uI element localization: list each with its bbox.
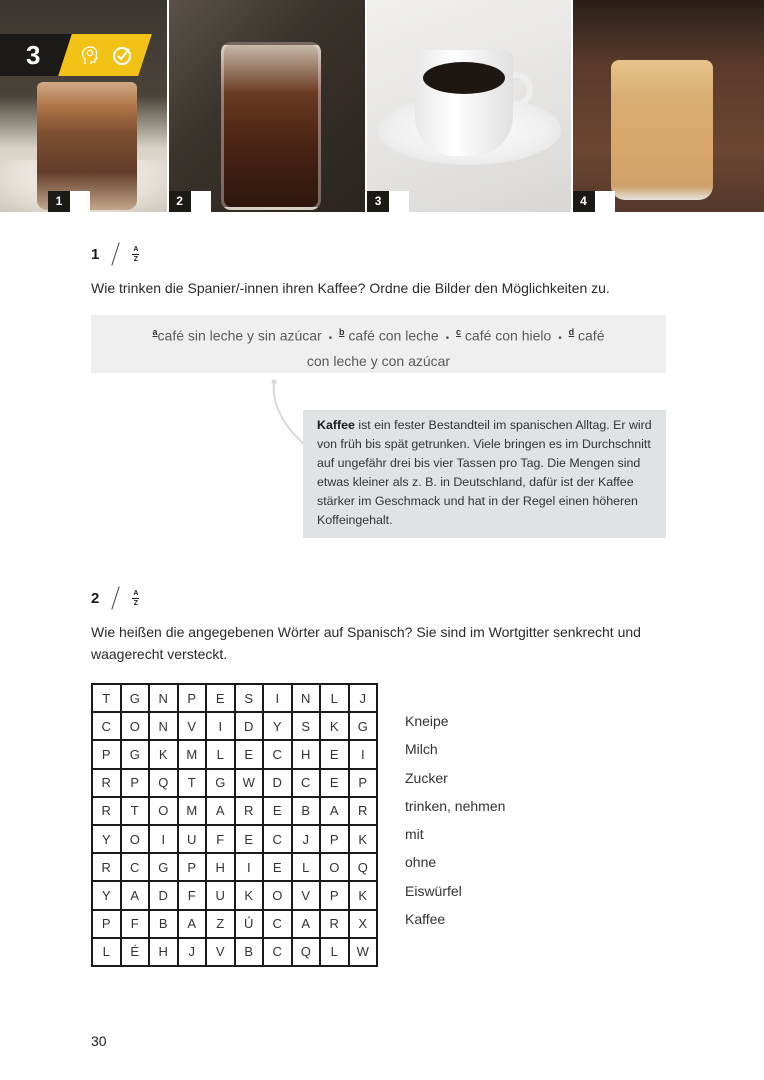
word-item: Zucker	[405, 769, 448, 786]
grid-row	[92, 910, 377, 938]
grid-cell[interactable]: C	[92, 712, 121, 740]
word-item: ohne	[405, 854, 437, 871]
grid-cell[interactable]: H	[292, 740, 321, 768]
options-box: $^a$café sin leche y sin azúcar • $^b$ café con leche • $^c$ café con hielo • $^d$ café con leche y con azúcar	[91, 315, 666, 373]
grid-cell[interactable]: S	[235, 684, 264, 712]
exercise-1-header	[91, 242, 139, 266]
grid-cell[interactable]: M	[178, 740, 207, 768]
grid-cell[interactable]: R	[235, 797, 264, 825]
grid-cell[interactable]: N	[292, 684, 321, 712]
grid-row	[92, 881, 377, 909]
grid-cell[interactable]: U	[178, 825, 207, 853]
brain-gear-icon	[79, 44, 101, 66]
photo-1	[0, 0, 167, 212]
page-number: 30	[91, 1033, 107, 1049]
exercise-2-instruction: Wie heißen die angegebenen Wörter auf Spanisch? Sie sind im Wortgitter senkrecht und waagerecht versteckt.	[91, 624, 641, 662]
grid-cell[interactable]: P	[320, 881, 349, 909]
grid-cell[interactable]: C	[292, 769, 321, 797]
answer-box[interactable]	[595, 191, 615, 212]
photo-strip	[0, 0, 764, 212]
grid-cell[interactable]: Y	[92, 825, 121, 853]
grid-cell[interactable]: H	[206, 853, 235, 881]
grid-cell[interactable]: J	[292, 825, 321, 853]
grid-cell[interactable]: V	[292, 881, 321, 909]
grid-cell[interactable]: L	[320, 684, 349, 712]
photo-number-tag	[169, 191, 211, 212]
word-item: mit	[405, 826, 424, 843]
grid-cell[interactable]: E	[263, 853, 292, 881]
photo-number: 3	[367, 191, 389, 212]
grid-cell[interactable]: G	[349, 712, 378, 740]
grid-cell[interactable]: R	[92, 769, 121, 797]
grid-cell[interactable]: B	[235, 938, 264, 966]
a-z-dictionary-icon: A Z	[133, 245, 139, 263]
a-z-dictionary-icon: A Z	[133, 589, 139, 607]
grid-cell[interactable]: O	[320, 853, 349, 881]
grid-cell[interactable]: O	[263, 881, 292, 909]
photo-number: 2	[169, 191, 191, 212]
word-item: Milch	[405, 741, 438, 758]
grid-cell[interactable]: A	[292, 910, 321, 938]
grid-cell[interactable]: F	[178, 881, 207, 909]
word-item: Eiswürfel	[405, 882, 462, 899]
grid-cell[interactable]: R	[92, 853, 121, 881]
grid-cell[interactable]: E	[235, 825, 264, 853]
grid-cell[interactable]: F	[121, 910, 150, 938]
option-a: café sin leche y sin azúcar	[157, 327, 322, 344]
grid-cell[interactable]: K	[349, 881, 378, 909]
exercise-number: 1	[91, 245, 100, 263]
grid-cell[interactable]: A	[320, 797, 349, 825]
iced-coffee-image	[221, 42, 321, 210]
word-search-grid	[91, 683, 378, 967]
grid-cell[interactable]: C	[263, 825, 292, 853]
option-c: café con hielo	[464, 327, 552, 344]
grid-cell[interactable]: Y	[263, 712, 292, 740]
grid-cell[interactable]: J	[178, 938, 207, 966]
divider-slash	[112, 586, 120, 609]
grid-cell[interactable]: D	[149, 881, 178, 909]
grid-cell[interactable]: V	[206, 938, 235, 966]
grid-cell[interactable]: G	[121, 684, 150, 712]
grid-cell[interactable]: I	[263, 684, 292, 712]
grid-cell[interactable]: R	[349, 797, 378, 825]
grid-cell[interactable]: T	[121, 797, 150, 825]
grid-cell[interactable]: P	[349, 769, 378, 797]
grid-cell[interactable]: X	[349, 910, 378, 938]
grid-cell[interactable]: O	[149, 797, 178, 825]
grid-cell[interactable]: A	[206, 797, 235, 825]
grid-cell[interactable]: H	[149, 938, 178, 966]
grid-cell[interactable]: G	[149, 853, 178, 881]
grid-row	[92, 740, 377, 768]
info-bold-term: Kaffee	[317, 418, 355, 432]
grid-cell[interactable]: G	[206, 769, 235, 797]
grid-cell[interactable]: L	[206, 740, 235, 768]
grid-cell[interactable]: W	[235, 769, 264, 797]
grid-cell[interactable]: R	[320, 910, 349, 938]
grid-cell[interactable]: L	[292, 853, 321, 881]
word-list	[405, 710, 505, 936]
grid-cell[interactable]: P	[178, 684, 207, 712]
grid-cell[interactable]: E	[206, 684, 235, 712]
exercise-number: 2	[91, 589, 100, 607]
grid-row	[92, 938, 377, 966]
divider-slash	[112, 242, 120, 265]
grid-cell[interactable]: Q	[349, 853, 378, 881]
grid-row	[92, 769, 377, 797]
photo-number-tag	[573, 191, 615, 212]
photo-2	[169, 0, 365, 212]
grid-cell[interactable]: O	[121, 712, 150, 740]
grid-cell[interactable]: F	[206, 825, 235, 853]
answer-box[interactable]	[191, 191, 211, 212]
grid-cell[interactable]: Z	[206, 910, 235, 938]
skill-icons	[65, 34, 145, 76]
grid-cell[interactable]: I	[349, 740, 378, 768]
grid-cell[interactable]: B	[292, 797, 321, 825]
grid-cell[interactable]: E	[320, 740, 349, 768]
grid-cell[interactable]: G	[121, 740, 150, 768]
photo-number-tag	[48, 191, 90, 212]
grid-cell[interactable]: E	[320, 769, 349, 797]
grid-cell[interactable]: K	[320, 712, 349, 740]
answer-box[interactable]	[389, 191, 409, 212]
option-d: café con leche y con azúcar	[306, 327, 605, 369]
grid-cell[interactable]: R	[92, 797, 121, 825]
photo-number: 4	[573, 191, 595, 212]
grid-cell[interactable]: I	[206, 712, 235, 740]
word-item: trinken, nehmen	[405, 797, 506, 814]
grid-cell[interactable]: D	[235, 712, 264, 740]
grid-cell[interactable]: U	[206, 881, 235, 909]
photo-number-tag	[367, 191, 409, 212]
grid-cell[interactable]: É	[121, 938, 150, 966]
word-item: Kaffee	[405, 911, 446, 928]
grid-cell[interactable]: P	[92, 910, 121, 938]
grid-cell[interactable]: W	[349, 938, 378, 966]
grid-cell[interactable]: N	[149, 712, 178, 740]
grid-cell[interactable]: Ú	[235, 910, 264, 938]
grid-cell[interactable]: L	[320, 938, 349, 966]
grid-cell[interactable]: S	[292, 712, 321, 740]
grid-row	[92, 825, 377, 853]
grid-cell[interactable]: P	[92, 740, 121, 768]
grid-cell[interactable]: K	[149, 740, 178, 768]
grid-row	[92, 853, 377, 881]
word-item: Kneipe	[405, 713, 449, 729]
milk-coffee-image	[611, 60, 713, 200]
photo-4	[573, 0, 764, 212]
grid-cell[interactable]: E	[263, 797, 292, 825]
grid-cell[interactable]: K	[235, 881, 264, 909]
unit-number: 3	[0, 34, 75, 76]
grid-cell[interactable]: A	[178, 910, 207, 938]
grid-row	[92, 797, 377, 825]
unit-badge	[0, 34, 145, 76]
grid-cell[interactable]: Y	[92, 881, 121, 909]
photo-number: 1	[48, 191, 70, 212]
grid-row	[92, 712, 377, 740]
grid-cell[interactable]: I	[235, 853, 264, 881]
grid-cell[interactable]: J	[349, 684, 378, 712]
grid-cell[interactable]: C	[263, 938, 292, 966]
info-box	[303, 410, 666, 538]
exercise-1-instruction: Wie trinken die Spanier/-innen ihren Kaffee? Ordne die Bilder den Möglichkeiten zu.	[91, 280, 610, 296]
grid-cell[interactable]: L	[92, 938, 121, 966]
grid-cell[interactable]: P	[121, 769, 150, 797]
grid-cell[interactable]: I	[149, 825, 178, 853]
grid-cell[interactable]: P	[178, 853, 207, 881]
grid-cell[interactable]: C	[263, 740, 292, 768]
grid-cell[interactable]: N	[149, 684, 178, 712]
grid-cell[interactable]: Q	[292, 938, 321, 966]
grid-cell[interactable]: M	[178, 797, 207, 825]
grid-cell[interactable]: E	[235, 740, 264, 768]
grid-row	[92, 684, 377, 712]
grid-cell[interactable]: P	[320, 825, 349, 853]
grid-cell[interactable]: T	[92, 684, 121, 712]
target-check-icon	[111, 44, 133, 66]
grid-cell[interactable]: V	[178, 712, 207, 740]
grid-cell[interactable]: T	[178, 769, 207, 797]
grid-cell[interactable]: Q	[149, 769, 178, 797]
grid-cell[interactable]: C	[121, 853, 150, 881]
grid-cell[interactable]: A	[121, 881, 150, 909]
grid-cell[interactable]: C	[263, 910, 292, 938]
coffee-cup-image	[415, 50, 513, 156]
photo-3	[367, 0, 570, 212]
grid-cell[interactable]: D	[263, 769, 292, 797]
exercise-2-header	[91, 586, 139, 610]
option-b: café con leche	[348, 327, 439, 344]
grid-cell[interactable]: O	[121, 825, 150, 853]
answer-box[interactable]	[70, 191, 90, 212]
grid-cell[interactable]: B	[149, 910, 178, 938]
info-text: ist ein fester Bestandteil im spanischen Alltag. Er wird von früh bis spät getrunken. Viele bringen es im Durchschnitt auf ungefähr drei bis vier Tassen pro Tag. Die Mengen sind etwas kleiner als z. B. in Deutschland, dafür ist der Kaffee stärker im Geschmack und hat in der Regel einen höheren Koffeingehalt.	[317, 418, 652, 527]
grid-cell[interactable]: K	[349, 825, 378, 853]
